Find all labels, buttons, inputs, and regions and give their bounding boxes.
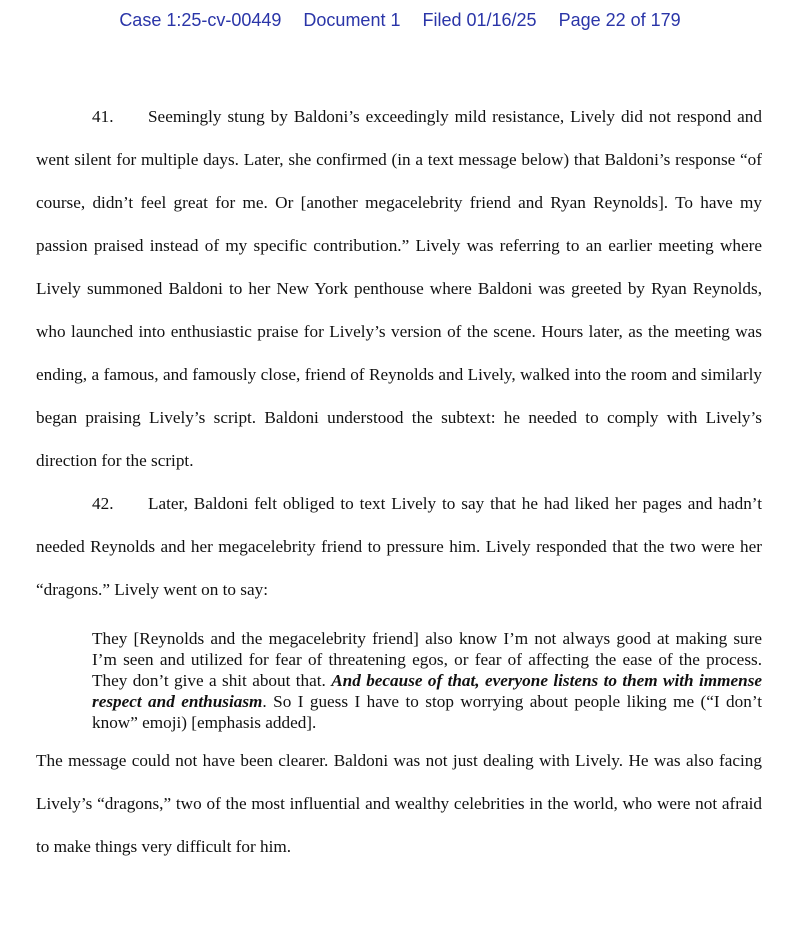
block-quote bbox=[92, 628, 762, 733]
paragraph-42 bbox=[36, 482, 762, 611]
paragraph-text: Seemingly stung by Baldoni’s exceedingly mild resistance, Lively did not respond and went silent for multiple days. Later, she confirmed (in a text message below) that Baldoni’s response “of course, didn’t feel great for me. Or [another megacelebrity friend and Ryan Reynolds]. To have my passion praised instead of my specific contribution.” Lively was referring to an earlier meeting where Lively summoned Baldoni to her New York penthouse where Baldoni was greeted by Ryan Reynolds, who launched into enthusiastic praise for Lively’s version of the scene. Hours later, as the meeting was ending, a famous, and famously close, friend of Reynolds and Lively, walked into the room and similarly began praising Lively’s script. Baldoni understood the subtext: he needed to comply with Lively’s direction for the script. bbox=[36, 107, 762, 470]
quote-text-before: They [Reynolds and the megacelebrity friend] also know I’m not always good at making sure I’m seen and utilized for fear of threatening egos, or fear of affecting the ease of the process. They don’t give a shit about that. bbox=[92, 629, 762, 690]
page-indicator: Page 22 of 179 bbox=[558, 10, 681, 30]
paragraph-number: 42. bbox=[92, 494, 114, 513]
paragraph-number: 41. bbox=[92, 107, 114, 126]
quote-emphasis: And because of that, everyone listens to them with immense respect and enthusiasm bbox=[92, 671, 763, 711]
case-header bbox=[0, 10, 800, 31]
case-number: Case 1:25-cv-00449 bbox=[119, 10, 282, 30]
filed-date: Filed 01/16/25 bbox=[422, 10, 537, 30]
quote-text-after: . So I guess I have to stop worrying about people liking me (“I don’t know” emoji) [emphasis added]. bbox=[92, 692, 763, 732]
closing-paragraph: The message could not have been clearer. Baldoni was not just dealing with Lively. He was also facing Lively’s “dragons,” two of the most influential and wealthy celebrities in the world, who were not afraid to make things very difficult for him. bbox=[36, 751, 762, 856]
paragraph-41 bbox=[36, 95, 762, 482]
paragraph-text: Later, Baldoni felt obliged to text Lively to say that he had liked her pages and hadn’t needed Reynolds and her megacelebrity friend to pressure him. Lively responded that the two were her “dragons.” Lively went on to say: bbox=[36, 494, 762, 599]
document-body bbox=[36, 95, 762, 868]
document-number: Document 1 bbox=[303, 10, 401, 30]
